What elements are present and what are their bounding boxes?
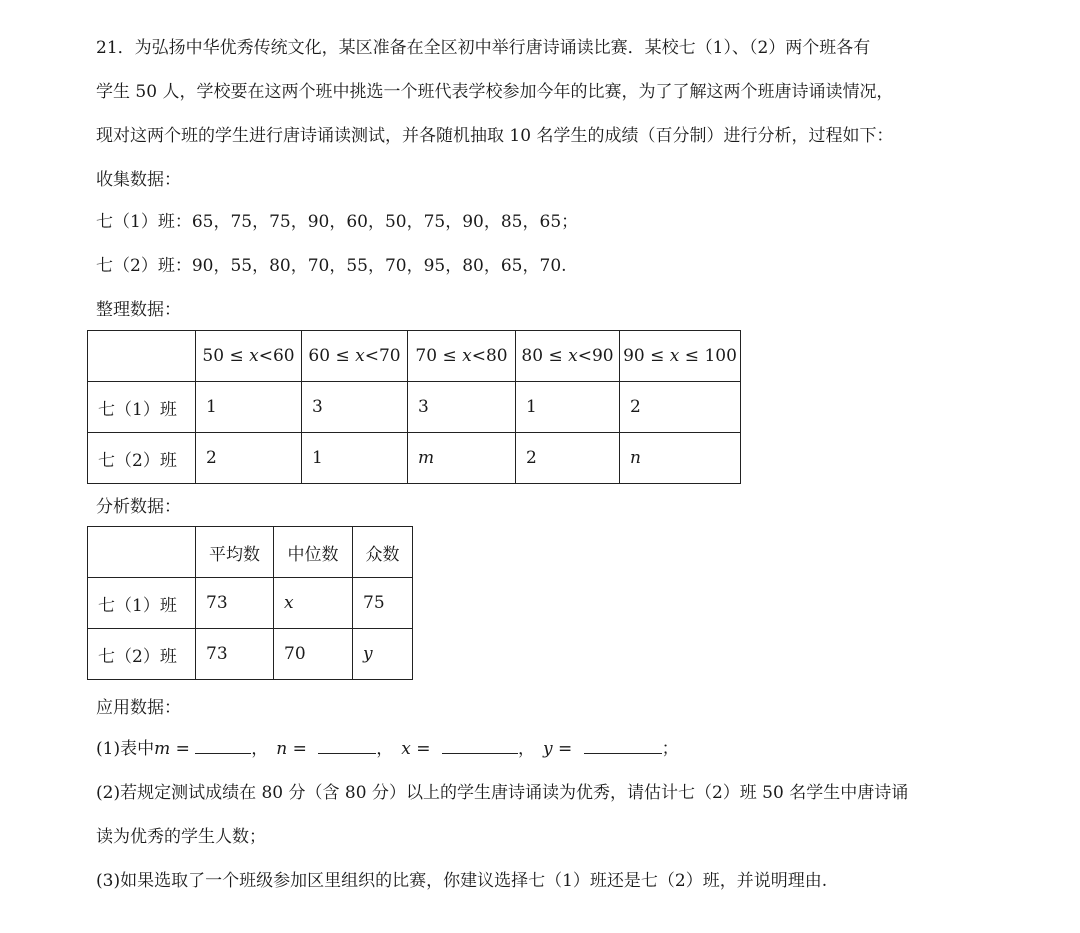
table-cell: 1	[302, 433, 408, 484]
column-header: 平均数	[196, 527, 274, 578]
table-cell: 2	[516, 433, 620, 484]
class1-data: 七（1）班：65，75，75，90，60，50，75，90，85，65；	[96, 212, 579, 232]
row-label: 七（2）班	[88, 629, 196, 680]
intro-line-3: 现对这两个班的学生进行唐诗诵读测试，并各随机抽取 10 名学生的成绩（百分制）进行分析，过程如下：	[96, 126, 894, 146]
range-header: 60 ≤ x<70	[302, 331, 408, 382]
class2-data: 七（2）班：90，55，80，70，55，70，95，80，65，70.	[96, 256, 567, 276]
answer-blank-m[interactable]	[195, 737, 251, 754]
table-cell: 2	[196, 433, 302, 484]
table-cell: m	[408, 433, 516, 484]
answer-blank-x[interactable]	[442, 737, 518, 754]
row-label: 七（2）班	[88, 433, 196, 484]
range-header: 50 ≤ x<60	[196, 331, 302, 382]
table-row	[88, 382, 741, 433]
frequency-table-header-row	[88, 331, 741, 382]
table-cell: 3	[302, 382, 408, 433]
table-cell: 73	[196, 578, 274, 629]
table-cell: 75	[353, 578, 413, 629]
intro-line-2: 学生 50 人，学校要在这两个班中挑选一个班代表学校参加今年的比赛，为了了解这两个班唐诗诵读情况，	[96, 82, 894, 102]
row-label: 七（1）班	[88, 382, 196, 433]
column-header: 众数	[353, 527, 413, 578]
range-header: 90 ≤ x ≤ 100	[620, 331, 741, 382]
table-cell: n	[620, 433, 741, 484]
statistics-table	[87, 526, 413, 680]
organize-data-heading: 整理数据：	[96, 300, 181, 320]
table-cell: 73	[196, 629, 274, 680]
table-row	[88, 578, 413, 629]
answer-blank-n[interactable]	[318, 737, 376, 754]
frequency-table-corner	[88, 331, 196, 382]
statistics-table-corner	[88, 527, 196, 578]
question-3: (3)如果选取了一个班级参加区里组织的比赛，你建议选择七（1）班还是七（2）班，并说明理由.	[96, 871, 828, 891]
question-1: (1)表中m = ， n = ， x = ， y = ；	[96, 739, 679, 759]
intro-line-1: 21．为弘扬中华优秀传统文化，某区准备在全区初中举行唐诗诵读比赛．某校七（1）、（2）两个班各有	[96, 38, 871, 58]
range-header: 70 ≤ x<80	[408, 331, 516, 382]
statistics-table-header-row	[88, 527, 413, 578]
analyze-data-heading: 分析数据：	[96, 497, 181, 517]
collect-data-heading: 收集数据：	[96, 170, 181, 190]
answer-blank-y[interactable]	[584, 737, 662, 754]
column-header: 中位数	[274, 527, 353, 578]
table-cell: 70	[274, 629, 353, 680]
table-cell: 1	[196, 382, 302, 433]
apply-data-heading: 应用数据：	[96, 698, 181, 718]
question-2-line-1: (2)若规定测试成绩在 80 分（含 80 分）以上的学生唐诗诵读为优秀，请估计七（2）班 50 名学生中唐诗诵	[96, 783, 909, 803]
table-row	[88, 629, 413, 680]
range-header: 80 ≤ x<90	[516, 331, 620, 382]
frequency-table	[87, 330, 741, 484]
question-2-line-2: 读为优秀的学生人数；	[96, 827, 266, 847]
table-cell: y	[353, 629, 413, 680]
table-cell: 3	[408, 382, 516, 433]
row-label: 七（1）班	[88, 578, 196, 629]
table-cell: 1	[516, 382, 620, 433]
table-row	[88, 433, 741, 484]
table-cell: 2	[620, 382, 741, 433]
table-cell: x	[274, 578, 353, 629]
